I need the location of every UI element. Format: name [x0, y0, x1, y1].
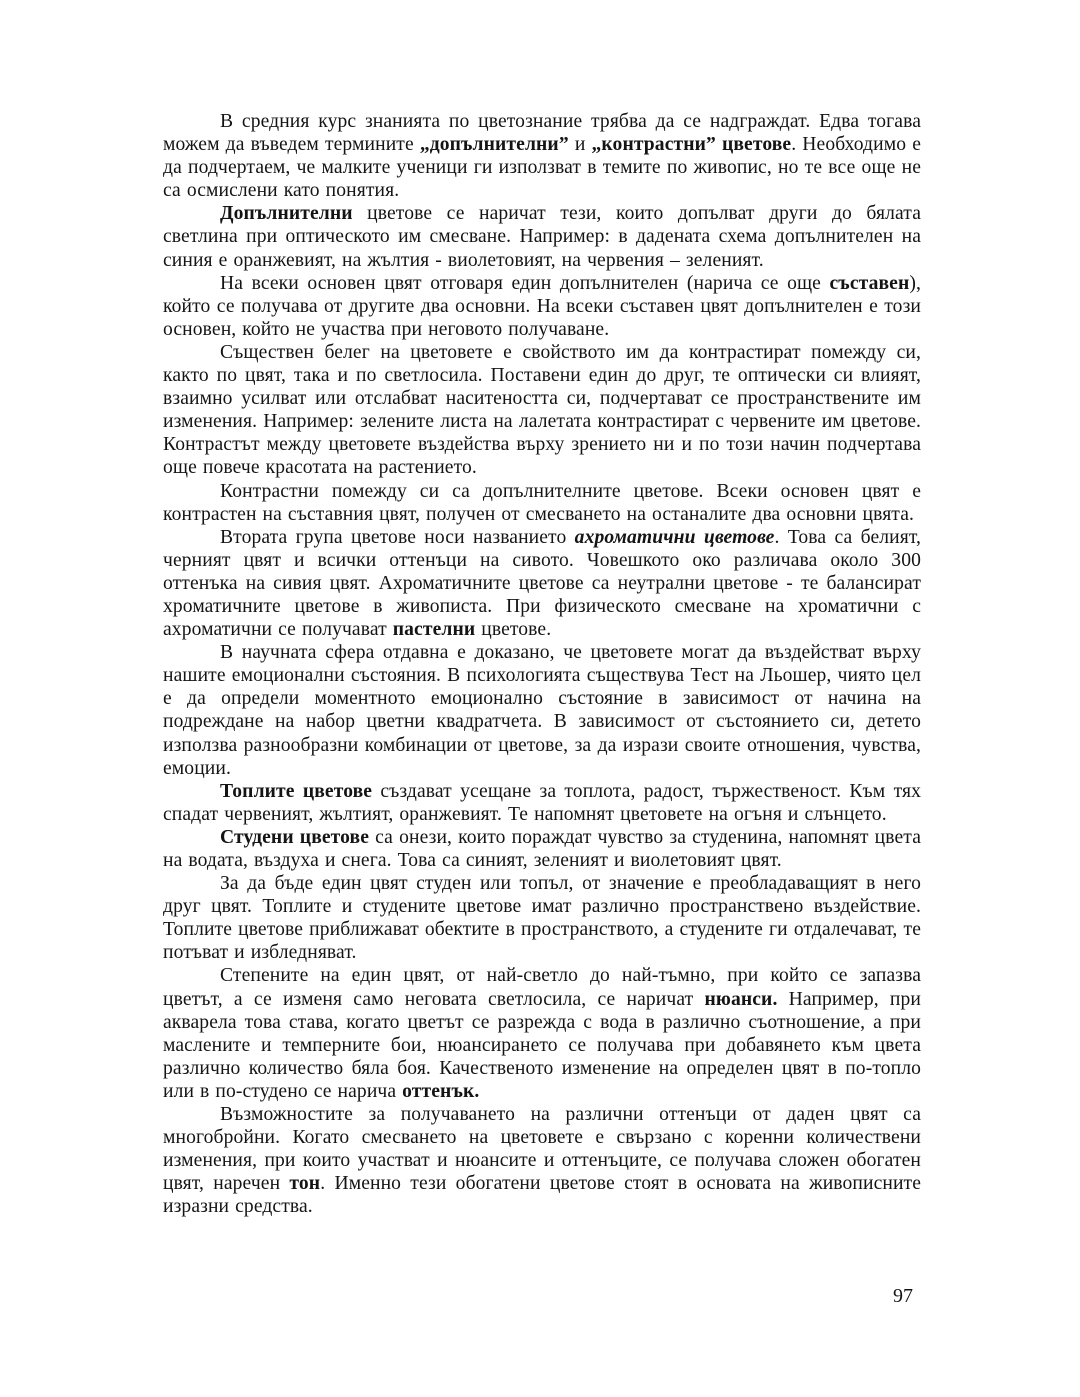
text-run: . Това са белият, черният цвят и всички оттенъци на сивото. Човешкото око различава около 300 оттенъка на сивия цвят. Ахроматичните цветове са неутрални цветове - те балансират хроматичните цветове в живописта. При физическото смесване на хроматични с ахроматични се получават — [163, 526, 922, 641]
paragraph — [163, 480, 921, 526]
text-run: съставен — [829, 272, 910, 294]
text-run: Възможностите за получаването на различни оттенъци от даден цвят са многобройни. Когато смесването на цветовете е свързано с коренни количествени изменения, при които участват и нюансите и оттенъците, се получава сложен обогатен цвят, наречен — [163, 1104, 921, 1195]
text-run: цветове се наричат тези, които допълват други до бялата светлина при оптическото им смесване. Например: в дадената схема допълнителен на синия е оранжевият, на жълтия - виолетовият, на червения – зеленият. — [163, 203, 921, 271]
text-run: В средния курс знанията по цветознание трябва да се надграждат. Едва тогава можем да въведем термините — [163, 111, 921, 156]
text-run: В научната сфера отдавна е доказано, че цветовете могат да въздействат върху нашите емоционални състояния. В психологията съществува Тест на Льошер, чиято цел е да определи моментното емоционално състояние в зависимост от начина на подреждане на набор цветни квадратчета. В зависимост от състоянието си, детето използва разнообразни комбинации от цветове, за да изрази своите отношения, чувства, емоции. — [163, 642, 921, 779]
text-run: На всеки основен цвят отговаря един допълнителен (нарича се още — [220, 272, 830, 294]
paragraph — [163, 641, 921, 780]
paragraph — [163, 964, 921, 1103]
text-run: Топлите цветове — [220, 780, 373, 802]
text-run: . Необходимо е да подчертаем, че малките ученици ги използват в темите по живопис, но те все още не са осмислени като понятия. — [163, 134, 921, 202]
text-run: Например, при акварела това става, когато цветът се разрежда с вода в различно съотношение, а при маслените и темперните бои, нюансирането се получава при добавянето към цвета различно количество бяла боя. Качественото изменение на определен цвят в по-топло или в по-студено се нарича — [163, 988, 921, 1102]
paragraph — [163, 872, 921, 964]
text-run: създават усещане за топлота, радост, тържественост. Към тях спадат червеният, жълтият, оранжевият. Те напомнят цветовете на огъня и слънцето. — [163, 780, 921, 825]
paragraph — [163, 110, 921, 202]
paragraph — [163, 341, 921, 480]
text-run: Контрастни помежду си са допълнителните цветове. Всеки основен цвят е контрастен на съставния цвят, получен от смесването на останалите два основни цвята. — [163, 480, 921, 525]
text-run: са онези, които пораждат чувство за студенина, напомнят цвета на водата, въздуха и снега. Това са синият, зеленият и виолетовият цвят. — [163, 826, 921, 871]
text-run: „допълнителни” — [419, 134, 569, 156]
text-run: „контрастни” цветове — [591, 134, 792, 156]
paragraph — [163, 202, 921, 271]
text-run: оттенък. — [402, 1080, 480, 1102]
text-run: Втората група цветове носи названието — [220, 526, 575, 548]
text-run: ), който се получава от другите два основни. На всеки съставен цвят допълнителен е този основен, който не участва при неговото получаване. — [163, 272, 921, 340]
text-run: и — [568, 134, 592, 156]
text-run: пастелни — [392, 619, 476, 641]
paragraph — [163, 272, 921, 341]
page-number: 97 — [893, 1285, 913, 1307]
paragraph — [163, 780, 921, 826]
text-run: . Именно тези обогатени цветове стоят в основата на живописните изразни средства. — [163, 1173, 921, 1218]
text-run: Допълнителни — [220, 203, 353, 225]
text-run: нюанси. — [704, 988, 778, 1010]
text-run: ахроматични цветове — [574, 526, 775, 548]
text-run: Съществен белег на цветовете е свойството им да контрастират помежду си, както по цвят, така и по светлосила. Поставени един до друг, те оптически си влияят, взаимно усилват или отслабват наситеността си, подчертават се пространствените им изменения. Например: зелените листа на лалетата контрастират с червените им цветове. Контрастът между цветовете въздейства върху зрението ни и по този начин подчертава още повече красотата на растението. — [163, 341, 921, 479]
text-run: тон — [289, 1173, 321, 1195]
paragraph — [163, 526, 921, 641]
paragraph — [163, 1103, 921, 1218]
text-run: Степените на един цвят, от най-светло до най-тъмно, при който се запазва цветът, а се изменя само неговата светлосила, се наричат — [163, 965, 921, 1010]
body-text — [163, 110, 921, 1219]
text-run: Студени цветове — [220, 826, 370, 848]
text-run: За да бъде един цвят студен или топъл, от значение е преобладаващият в него друг цвят. Топлите и студените цветове имат различно пространствено въздействие. Топлите цветове приближават обектите в пространството, а студените ги отдалечават, те потъват и избледняват. — [163, 873, 921, 964]
paragraph — [163, 826, 921, 872]
text-run: цветове. — [475, 619, 552, 641]
